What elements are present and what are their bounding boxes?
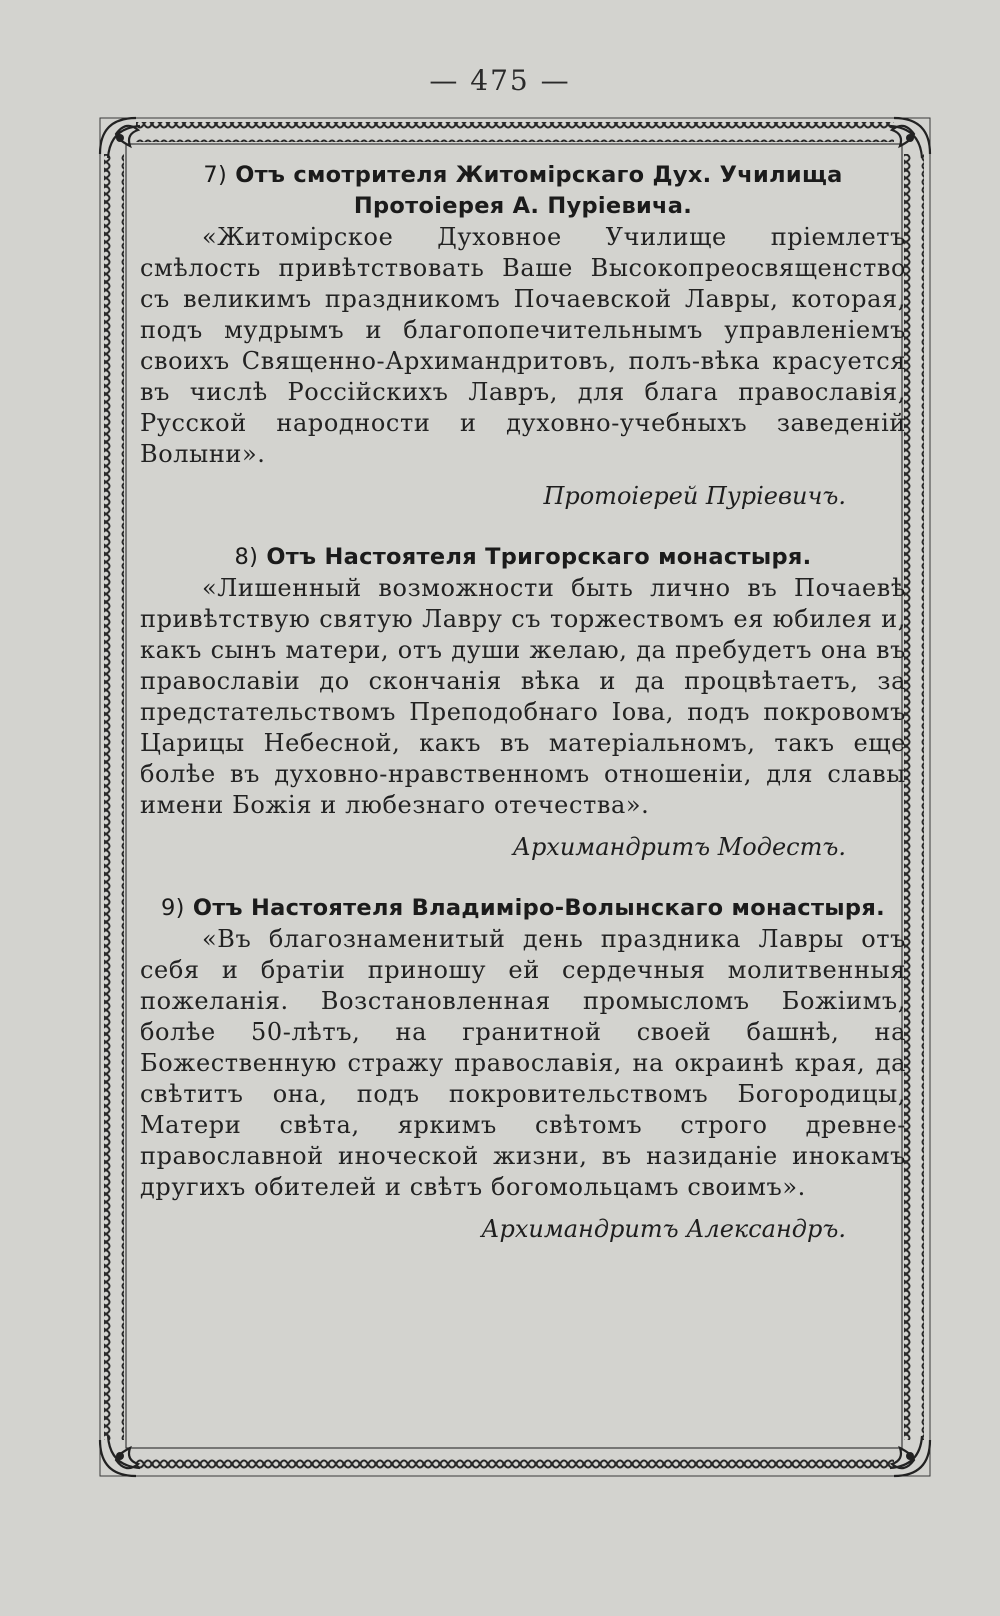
section-heading-text: Отъ Настоятеля Владиміро-Волынскаго монастыря. [192, 895, 885, 921]
section-text-7: «Житомірское Духовное Училище пріемлетъ смѣлость привѣтствовать Ваше Высокопреосвященство съ великимъ праздникомъ Почаевской Лавры, которая, подъ мудрымъ и благопопечительнымъ управленіемъ своихъ Священно-Архимандритовъ, полъ-вѣка красуется въ числѣ Россійскихъ Лавръ, для блага православія, Русской народности и духовно-учебныхъ заведеній Волыни». [140, 223, 906, 468]
section-number: 9) [161, 895, 185, 921]
section-heading-text: Отъ Настоятеля Тригорскаго монастыря. [266, 544, 812, 570]
section-heading-7 [140, 160, 906, 222]
section-text-9: «Въ благознаменитый день праздника Лавры отъ себя и братіи приношу ей сердечныя молитвенныя пожеланія. Возстановленная промысломъ Божіимъ, болѣе 50-лѣтъ, на гранитной своей башнѣ, на Божественную стражу православія, на окраинѣ края, да свѣтитъ она, подъ покровительствомъ Богородицы, Матери свѣта, яркимъ свѣтомъ строго древне-православной иноческой жизни, въ назиданіе инокамъ другихъ обителей и свѣтъ богомольцамъ своимъ». [140, 925, 906, 1201]
section-heading-8 [140, 542, 906, 573]
page-number: — 475 — [429, 64, 571, 97]
signature-7: Протоіерей Пуріевичъ. [543, 482, 846, 510]
signature-9: Архимандритъ Александръ. [481, 1215, 846, 1243]
section-text-8: «Лишенный возможности быть лично въ Почаевѣ привѣтствую святую Лавру съ торжествомъ ея юбилея и, какъ сынъ матери, отъ души желаю, да пребудетъ она въ православіи до скончанія вѣка и да процвѣтаетъ, за предстательствомъ Преподобнаго Іова, подъ покровомъ Царицы Небесной, какъ въ матеріальномъ, такъ еще болѣе въ духовно-нравственномъ отношеніи, для славы имени Божія и любезнаго отечества». [140, 574, 906, 819]
section-heading-9 [140, 893, 906, 924]
section-heading-text: Отъ смотрителя Житомірскаго Дух. Училища Протоіерея А. Пуріевича. [235, 162, 843, 219]
section-number: 8) [234, 544, 259, 570]
page-content [140, 160, 906, 1245]
section-number: 7) [203, 162, 228, 188]
signature-8: Архимандритъ Модестъ. [512, 833, 846, 861]
